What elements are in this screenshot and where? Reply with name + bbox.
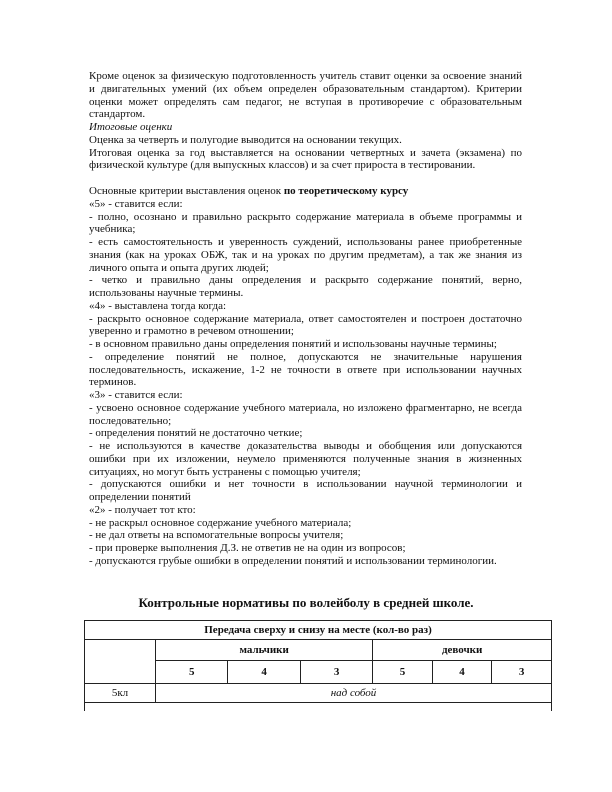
grade-cell: 5 — [373, 661, 432, 684]
girls-header: девочки — [373, 640, 552, 661]
criteria-line: - усвоено основное содержание учебного материала, но изложено фрагментарно, не всегда последовательно; — [89, 401, 522, 427]
criteria-intro-text: Основные критерии выставления оценок — [89, 185, 284, 197]
criteria-line: - четко и правильно даны определения и раскрыто содержание понятий, верно, использованы научные термины. — [89, 274, 522, 299]
criteria-line: - определения понятий не достаточно четкие; — [89, 427, 303, 440]
table-caption: Передача сверху и снизу на месте (кол-во раз) — [85, 621, 552, 640]
row-class-label: 5кл — [85, 684, 156, 703]
grade-cell: 5 — [156, 661, 228, 684]
criteria-line: «5» - ставится если: — [89, 197, 183, 210]
criteria-line: - полно, осознано и правильно раскрыто содержание материала в объеме программы и учебника; — [89, 210, 522, 236]
grade-cell: 3 — [300, 661, 372, 684]
criteria-line: - при проверке выполнения Д.З. не ответив не на один из вопросов; — [89, 542, 406, 554]
criteria-line: «2» - получает тот кто: — [89, 503, 196, 516]
criteria-intro-bold: по теоретическому курсу — [283, 185, 409, 197]
boys-header: мальчики — [156, 640, 373, 661]
criteria-line: - определение понятий не полное, допускаются не значительные нарушения последовательность, искажение, 1-2 не точности в ответе при использовании научных терминов. — [89, 350, 522, 389]
criteria-line: «4» - выставлена тогда когда: — [89, 299, 227, 312]
grade-cell: 4 — [228, 661, 300, 684]
row-note: над собой — [156, 684, 552, 703]
criteria-line: - не раскрыл основное содержание учебного материала; — [89, 516, 352, 529]
empty-header-cell — [85, 640, 156, 684]
criteria-line: - допускаются ошибки и нет точности в использовании научной терминологии и определении понятий — [89, 478, 522, 503]
paragraph-year: Итоговая оценка за год выставляется на основании четвертных и зачета (экзамена) по физической культуре (для выпускных классов) и за счет прироста в тестировании. — [89, 146, 522, 172]
body-text — [89, 70, 522, 568]
grade-cell: 4 — [432, 661, 491, 684]
table-continuation — [85, 703, 552, 712]
criteria-line: - не используются в качестве доказательства выводы и обобщения или допускаются ошибки при их изложении, неумело применяются полученные знания в жизненных ситуациях, но могут быть устранены с помощью учителя; — [89, 440, 522, 478]
paragraph-quarter: Оценка за четверть и полугодие выводится на основании текущих. — [89, 133, 402, 146]
criteria-list — [89, 198, 522, 568]
criteria-line: - в основном правильно даны определения понятий и использованы научные термины; — [89, 338, 497, 350]
criteria-line: - допускаются грубые ошибки в определении понятий и использовании терминологии. — [89, 554, 497, 567]
norms-table — [84, 620, 552, 711]
criteria-line: «3» - ставится если: — [89, 389, 183, 401]
criteria-line: - не дал ответы на вспомогательные вопросы учителя; — [89, 529, 344, 542]
paragraph-intro: Кроме оценок за физическую подготовленность учитель ставит оценки за освоение знаний и двигательных умений (их объем определен образовательным стандартом). Критерии оценки может определять сам педагог, не вступая в противоречие с образовательным стандартом. — [89, 70, 522, 121]
criteria-intro — [89, 185, 522, 198]
criteria-line: - раскрыто основное содержание материала, ответ самостоятелен и построен достаточно уверенно и грамотно в речевом отношении; — [89, 312, 522, 338]
table-title: Контрольные нормативы по волейболу в средней школе. — [138, 595, 474, 610]
subheading-final-grades: Итоговые оценки — [89, 121, 173, 133]
criteria-line: - есть самостоятельность и уверенность суждений, использованы ранее приобретенные знания (как на уроках ОБЖ, так и на уроках по другим предметам), а так же знания из личного опыта и опыта других людей; — [89, 236, 522, 274]
grade-cell: 3 — [492, 661, 552, 684]
